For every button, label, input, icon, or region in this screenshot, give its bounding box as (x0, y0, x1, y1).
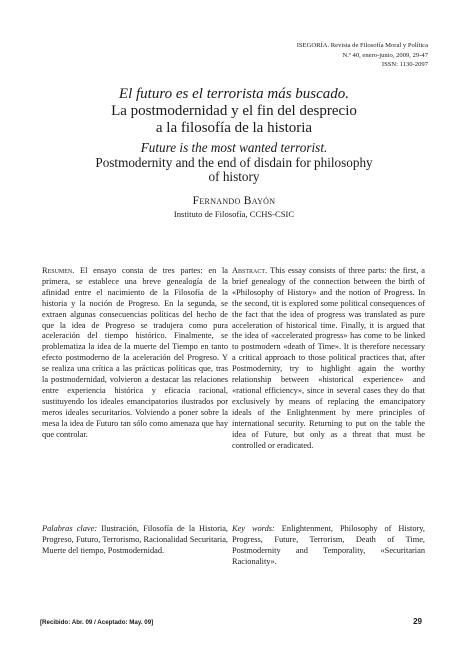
keywords-spanish (42, 524, 228, 557)
abstract-spanish-text: El ensayo consta de tres partes: en la primera, se establece una breve genealogía de la afinidad entre el nacimiento de la Filosofía de la historia y la noción de Progreso. En la segunda, se extraen algunas consecuencias políticas del hecho de que la idea de Progreso se tradujera como pura aceleración del tiempo histórico. Finalmente, se problematiza la idea de la muerte del Tiempo en tanto efecto postmoderno de la aceleración del Progreso. Y se realiza una crítica a las prácticas políticas que, tras la postmodernidad, volvieron a destacar las relaciones entre experiencia histórica y eficacia racional, sustituyendo los ideales emancipatorios ilustrados por meros ideales securitarios. Volviendo a poner sobre la mesa la idea de Futuro tan sólo como amenaza que hay que controlar. (42, 266, 229, 439)
abstract-spanish-label: Resumen. (42, 266, 81, 275)
abstract-spanish (42, 266, 228, 441)
journal-issn: ISSN: 1130-2097 (381, 61, 428, 69)
received-accepted-dates: [Recibido: Abr. 09 / Aceptado: May. 09] (40, 619, 154, 626)
keywords-english-text: Enlightenment, Philosophy of History, Progress, Future, Terrorism, Death of Time, Postmodernity and Temporality, «Securitarian Racionality». (232, 524, 425, 566)
author-name: Fernando Bayón (192, 194, 276, 207)
english-title (40, 141, 428, 185)
spanish-title-line-3: a la filosofía de la historia (155, 120, 313, 136)
english-title-line-3: of history (208, 169, 260, 184)
title-block (40, 86, 428, 219)
keywords-english-label: Key words: (232, 524, 282, 533)
spanish-title-line-2: La postmodernidad y el fin del desprecio (111, 103, 357, 119)
abstract-english-label: Abstract. (232, 266, 271, 275)
journal-name: ISEGORÍA. Revista de Filosofía Moral y Política (296, 42, 428, 49)
author-affiliation: Instituto de Filosofía, CCHS-CSIC (173, 208, 295, 219)
journal-header (297, 41, 428, 70)
english-title-line-2: Postmodernity and the end of disdain for philosophy (95, 154, 373, 170)
abstract-english-text: This essay consists of three parts: the first, a brief genealogy of the connection between the birth of «Philosophy of History» and the notion of Progress. In the second, tit is explored some political consequences of the fact that the idea of progress was translated as pure acceleration of historical time. Finally, it is argued that the idea of «accelerated progress» has come to be linked to postmodern «death of Time». It is therefore necessary a critical approach to those political practices that, after Postmodernity, try to highlight again the worthy relationship between «historical experience» and «rational efficiency», since in several cases they do that exclusively by means of replacing the emancipatory ideals of the Enlightenment by mere principles of international security. Returning to put on the table the idea of Future, but only as a threat that must be controlled or eradicated. (232, 266, 425, 450)
keywords-english (232, 524, 425, 568)
keywords-spanish-label: Palabras clave: (42, 524, 102, 533)
spanish-title (40, 86, 428, 137)
english-title-line-1: Future is the most wanted terrorist. (140, 140, 328, 155)
keywords-spanish-text: Ilustración, Filosofía de la Historia, Progreso, Futuro, Terrorismo, Racionalidad Securitaria, Muerte del tiempo, Postmodernidad. (42, 524, 228, 555)
spanish-title-line-1: El futuro es el terrorista más buscado. (118, 86, 350, 102)
page-number: 29 (413, 617, 422, 626)
journal-issue: N.º 40, enero-junio, 2009, 29-47 (342, 51, 428, 59)
abstract-english (232, 266, 425, 451)
